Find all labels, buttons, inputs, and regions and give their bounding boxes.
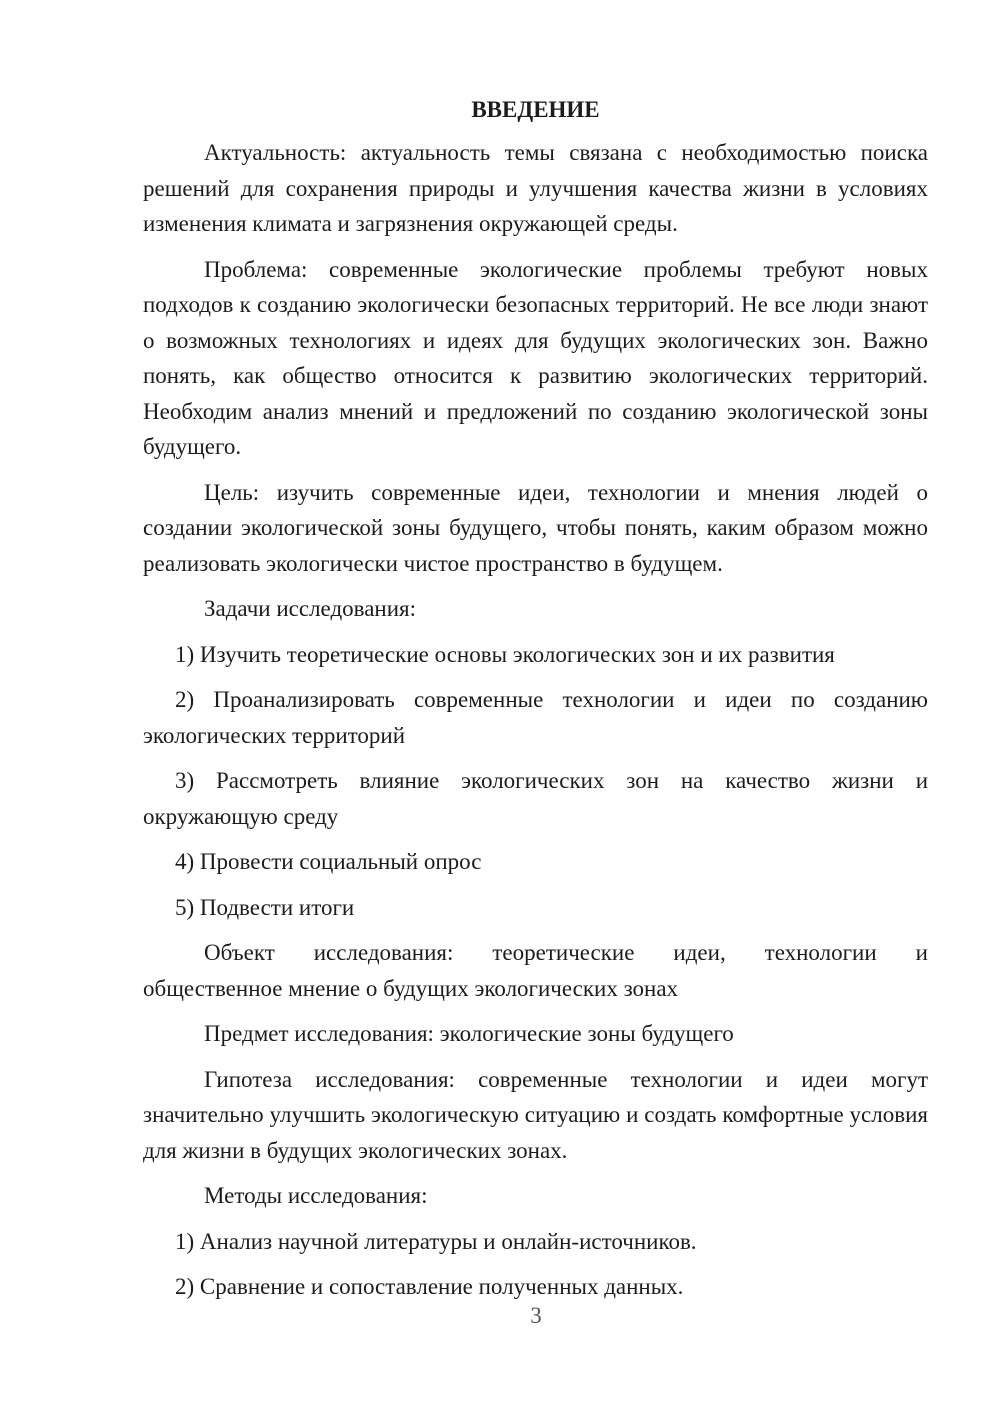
object-word: идеи, xyxy=(673,940,726,965)
object-paragraph xyxy=(143,935,928,1006)
document-page xyxy=(143,96,928,1315)
task-item-4: 4) Провести социальный опрос xyxy=(175,849,482,874)
object-word: исследования: xyxy=(313,940,454,965)
object-word: и xyxy=(915,940,928,965)
relevance-paragraph: Актуальность: актуальность темы связана с необходимостью поиска решений для сохранения природы и улучшения качества жизни в условиях изменения климата и загрязнения окружающей среды. xyxy=(143,140,928,236)
methods-title: Методы исследования: xyxy=(204,1183,428,1208)
object-first-line xyxy=(143,935,928,971)
method-item-1: 1) Анализ научной литературы и онлайн-источников. xyxy=(175,1228,697,1254)
page-number: 3 xyxy=(530,1303,542,1328)
object-word: теоретические xyxy=(492,940,635,965)
object-continuation: общественное мнение о будущих экологических зонах xyxy=(143,975,679,1001)
hypothesis-paragraph: Гипотеза исследования: современные технологии и идеи могут значительно улучшить экологическую ситуацию и создать комфортные условия для жизни в будущих экологических зонах. xyxy=(143,1066,928,1163)
tasks-title: Задачи исследования: xyxy=(204,596,417,621)
section-heading: ВВЕДЕНИЕ xyxy=(471,97,600,122)
method-item-2: 2) Сравнение и сопоставление полученных данных. xyxy=(175,1274,684,1299)
task-item-3: 3) Рассмотреть влияние экологических зон на качество жизни и окружающую среду xyxy=(143,768,928,829)
goal-paragraph: Цель: изучить современные идеи, технологии и мнения людей о создании экологической зоны будущего, чтобы понять, каким образом можно реализовать экологически чистое пространство в будущем. xyxy=(143,479,928,576)
task-item-2: 2) Проанализировать современные технологии и идеи по созданию экологических территорий xyxy=(143,687,928,748)
task-item-1: 1) Изучить теоретические основы экологических зон и их развития xyxy=(175,641,835,667)
object-word: технологии xyxy=(764,940,877,965)
problem-paragraph: Проблема: современные экологические проблемы требуют новых подходов к созданию экологически безопасных территорий. Не все люди знают о возможных технологиях и идеях для будущих экологических зон. Важно понять, как общество относится к развитию экологических территорий. Необходим анализ мнений и предложений по созданию экологической зоны будущего. xyxy=(143,256,928,459)
task-item-5: 5) Подвести итоги xyxy=(175,894,355,920)
subject-paragraph: Предмет исследования: экологические зоны будущего xyxy=(204,1021,734,1046)
object-word: Объект xyxy=(204,940,275,965)
